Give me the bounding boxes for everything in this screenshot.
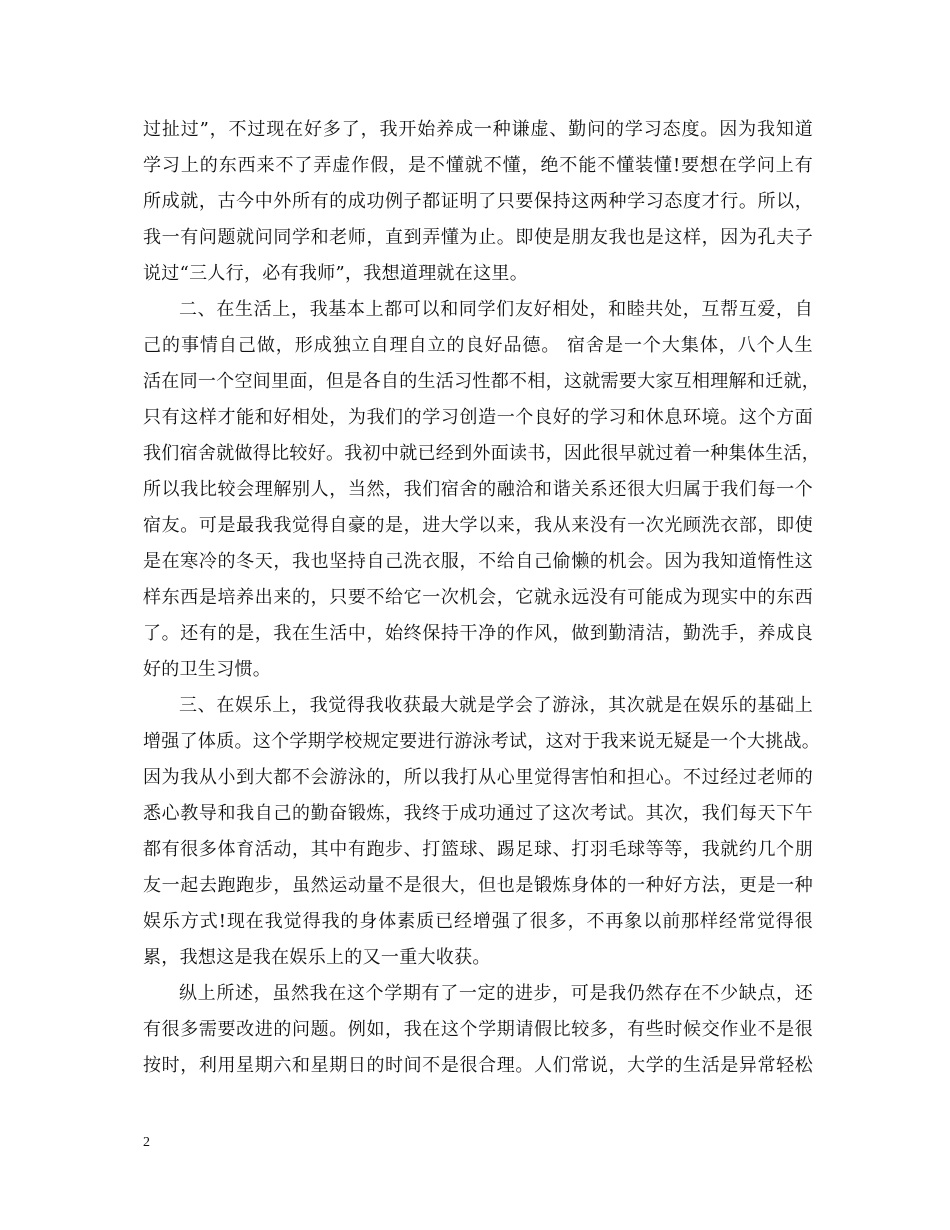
paragraph-3 bbox=[143, 688, 821, 976]
text-line: 我们宿舍就做得比较好。我初中就已经到外面读书，因此很早就过着一种集体生活， bbox=[143, 443, 821, 464]
text-line: 按时，利用星期六和星期日的时间不是很合理。人们常说，大学的生活是异常轻松 bbox=[143, 1055, 813, 1076]
page-number: 2 bbox=[143, 1135, 150, 1150]
paragraph-2 bbox=[143, 292, 821, 688]
text-line: 只有这样才能和好相处，为我们的学习创造一个良好的学习和休息环境。这个方面 bbox=[143, 407, 813, 428]
text-line: 我一有问题就问同学和老师，直到弄懂为止。即使是朋友我也是这样，因为孔夫子 bbox=[143, 227, 813, 248]
paragraph-4 bbox=[143, 976, 813, 1084]
text-line: 活在同一个空间里面，但是各自的生活习性都不相，这就需要大家互相理解和迁就， bbox=[143, 371, 821, 392]
text-line: 是在寒冷的冬天，我也坚持自己洗衣服，不给自己偷懒的机会。因为我知道惰性这 bbox=[143, 551, 813, 572]
text-line: 过扯过”，不过现在好多了，我开始养成一种谦虚、勤问的学习态度。因为我知道 bbox=[143, 119, 813, 140]
text-line: 纵上所述，虽然我在这个学期有了一定的进步，可是我仍然存在不少缺点，还 bbox=[179, 983, 813, 1004]
text-line: 学习上的东西来不了弄虚作假，是不懂就不懂，绝不能不懂装懂!要想在学问上有 bbox=[143, 155, 813, 176]
text-line: 有很多需要改进的问题。例如，我在这个学期请假比较多，有些时候交作业不是很 bbox=[143, 1019, 813, 1040]
text-line: 样东西是培养出来的，只要不给它一次机会，它就永远没有可能成为现实中的东西 bbox=[143, 587, 813, 608]
text-line: 所成就，古今中外所有的成功例子都证明了只要保持这两种学习态度才行。所以， bbox=[143, 191, 813, 212]
text-line: 所以我比较会理解别人，当然，我们宿舍的融洽和谐关系还很大归属于我们每一个 bbox=[143, 479, 813, 500]
text-line: 宿友。可是最我我觉得自豪的是，进大学以来，我从来没有一次光顾洗衣部，即使 bbox=[143, 515, 813, 536]
text-line: 说过“三人行，必有我师”，我想道理就在这里。 bbox=[143, 263, 529, 284]
text-line: 都有很多体育活动，其中有跑步、打篮球、踢足球、打羽毛球等等，我就约几个朋 bbox=[143, 839, 813, 860]
text-line: 了。还有的是，我在生活中，始终保持干净的作风，做到勤清洁，勤洗手，养成良 bbox=[143, 623, 813, 644]
text-line: 二、在生活上，我基本上都可以和同学们友好相处，和睦共处，互帮互爱，自 bbox=[179, 299, 813, 320]
paragraph-1 bbox=[143, 112, 813, 292]
text-line: 娱乐方式!现在我觉得我的身体素质已经增强了很多，不再象以前那样经常觉得很 bbox=[143, 911, 813, 932]
document-body bbox=[143, 112, 821, 1084]
text-line: 悉心教导和我自己的勤奋锻炼，我终于成功通过了这次考试。其次，我们每天下午 bbox=[143, 803, 813, 824]
text-line: 三、在娱乐上，我觉得我收获最大就是学会了游泳，其次就是在娱乐的基础上 bbox=[179, 695, 813, 716]
text-line: 因为我从小到大都不会游泳的，所以我打从心里觉得害怕和担心。不过经过老师的 bbox=[143, 767, 813, 788]
text-line: 好的卫生习惯。 bbox=[143, 659, 272, 680]
text-line: 己的事情自己做，形成独立自理自立的良好品德。 宿舍是一个大集体，八个人生 bbox=[143, 335, 813, 356]
text-line: 增强了体质。这个学期学校规定要进行游泳考试，这对于我来说无疑是一个大挑战。 bbox=[143, 731, 821, 752]
text-line: 累，我想这是我在娱乐上的又一重大收获。 bbox=[143, 947, 491, 968]
text-line: 友一起去跑跑步，虽然运动量不是很大，但也是锻炼身体的一种好方法，更是一种 bbox=[143, 875, 813, 896]
